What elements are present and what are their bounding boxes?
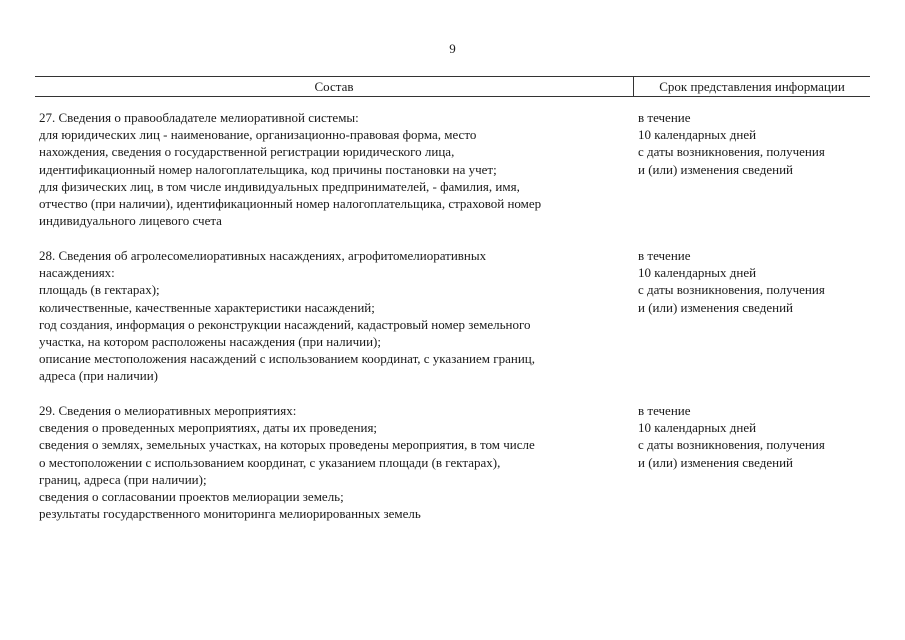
- composition-line: результаты государственного мониторинга мелиорированных земель: [39, 506, 421, 522]
- composition-line: насаждениях:: [39, 265, 115, 281]
- deadline-line: и (или) изменения сведений: [638, 161, 793, 177]
- composition-line: о местоположении с использованием координат, с указанием площади (в гектарах),: [39, 454, 501, 470]
- composition-line: участка, на котором расположены насаждения (при наличии);: [39, 334, 381, 350]
- composition-line: 27. Сведения о правообладателе мелиоративной системы:: [39, 110, 359, 125]
- deadline-line: 10 календарных дней: [638, 420, 757, 436]
- header-composition: Состав: [35, 77, 634, 96]
- entry-deadline-28: [638, 247, 870, 316]
- information-table: [35, 76, 870, 522]
- composition-line: для юридических лиц - наименование, организационно-правовая форма, место: [39, 127, 477, 143]
- deadline-line: в течение: [638, 110, 691, 125]
- entry-composition-28: [39, 247, 634, 385]
- composition-line: описание местоположения насаждений с использованием координат, с указанием границ,: [39, 351, 535, 367]
- table-header-row: [35, 76, 870, 97]
- deadline-line: 10 календарных дней: [638, 265, 757, 281]
- deadline-line: с даты возникновения, получения: [638, 144, 825, 160]
- composition-line: 28. Сведения об агролесомелиоративных насаждениях, агрофитомелиоративных: [39, 248, 487, 263]
- page-number: 9: [449, 41, 456, 56]
- entry-composition-27: [39, 109, 634, 229]
- header-deadline: Срок представления информации: [659, 79, 845, 94]
- entry-deadline-29: [638, 402, 870, 471]
- composition-line: год создания, информация о реконструкции насаждений, кадастровый номер земельного: [39, 316, 531, 332]
- deadline-line: и (или) изменения сведений: [638, 299, 793, 315]
- deadline-line: и (или) изменения сведений: [638, 454, 793, 470]
- composition-line: сведения о согласовании проектов мелиорации земель;: [39, 489, 344, 505]
- composition-line: индивидуального лицевого счета: [39, 213, 222, 229]
- composition-line: нахождения, сведения о государственной регистрации юридического лица,: [39, 144, 455, 160]
- deadline-line: с даты возникновения, получения: [638, 437, 825, 453]
- composition-line: отчество (при наличии), идентификационный номер налогоплательщика, страховой номер: [39, 196, 542, 212]
- composition-line: количественные, качественные характеристики насаждений;: [39, 299, 375, 315]
- composition-line: 29. Сведения о мелиоративных мероприятиях:: [39, 403, 297, 418]
- composition-line: сведения о землях, земельных участках, на которых проведены мероприятия, в том числе: [39, 437, 535, 453]
- deadline-line: в течение: [638, 248, 691, 263]
- entry-deadline-27: [638, 109, 870, 178]
- composition-line: площадь (в гектарах);: [39, 282, 160, 298]
- entry-composition-29: [39, 402, 634, 522]
- deadline-line: 10 календарных дней: [638, 127, 757, 143]
- deadline-line: в течение: [638, 403, 691, 418]
- composition-line: идентификационный номер налогоплательщика, код причины постановки на учет;: [39, 161, 497, 177]
- deadline-line: с даты возникновения, получения: [638, 282, 825, 298]
- composition-line: границ, адреса (при наличии);: [39, 471, 207, 487]
- composition-line: сведения о проведенных мероприятиях, даты их проведения;: [39, 420, 378, 436]
- composition-line: для физических лиц, в том числе индивидуальных предпринимателей, - фамилия, имя,: [39, 178, 520, 194]
- composition-line: адреса (при наличии): [39, 368, 158, 384]
